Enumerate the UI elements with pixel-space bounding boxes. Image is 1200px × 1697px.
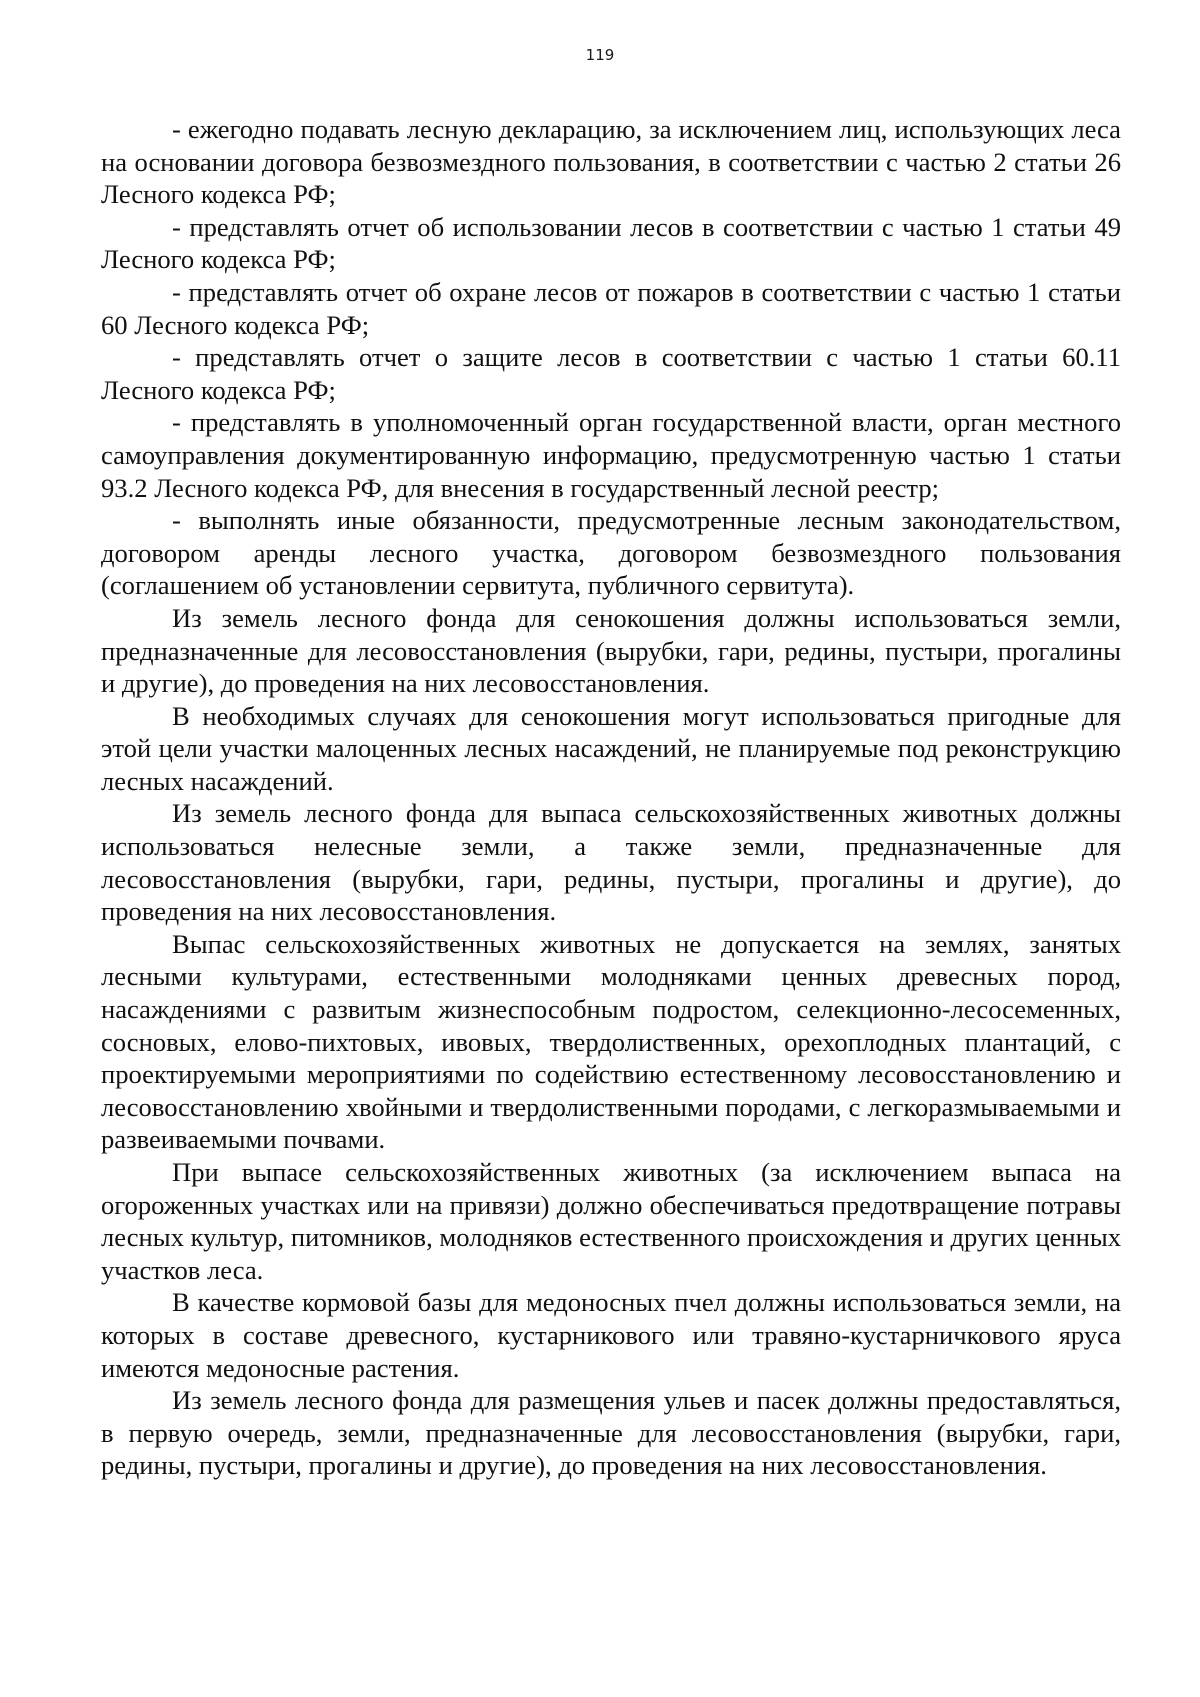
paragraph-honey-bee-forage: В качестве кормовой базы для медоносных пчел должны использоваться земли, на которых в составе древесного, кустарникового или травяно-кустарничкового яруса имеются медоносные растения. [101, 1287, 1121, 1383]
paragraph-documented-information: - представлять в уполномоченный орган государственной власти, орган местного самоуправления документированную информацию, предусмотренную частью 1 статьи 93.2 Лесного кодекса РФ, для внесения в государственный лесной реестр; [101, 407, 1121, 503]
paragraph-fire-protection-report: - представлять отчет об охране лесов от пожаров в соответствии с частью 1 статьи 60 Лесного кодекса РФ; [101, 276, 1121, 340]
paragraph-haymaking-lands: Из земель лесного фонда для сенокошения должны использоваться земли, предназначенные для лесовосстановления (вырубки, гари, редины, пустыри, прогалины и другие), до проведения на них лесовосстановления. [101, 602, 1121, 699]
paragraph-forest-protection-report: - представлять отчет о защите лесов в соответствии с частью 1 статьи 60.11 Лесного кодекса РФ; [101, 342, 1121, 405]
paragraph-other-obligations: - выполнять иные обязанности, предусмотренные лесным законодательством, договором аренды лесного участка, договором безвозмездного пользования (соглашением об установлении сервитута, публичного сервитута). [101, 505, 1121, 601]
paragraph-annual-forest-declaration: - ежегодно подавать лесную декларацию, за исключением лиц, использующих леса на основании договора безвозмездного пользования, в соответствии с частью 2 статьи 26 Лесного кодекса РФ; [101, 114, 1121, 210]
paragraph-grazing-lands: Из земель лесного фонда для выпаса сельскохозяйственных животных должны использоваться нелесные земли, а также земли, предназначенные для лесовосстановления (вырубки, гари, редины, пустыри, прогалины и другие), до проведения на них лесовосстановления. [101, 798, 1121, 927]
paragraph-forest-use-report: - представлять отчет об использовании лесов в соответствии с частью 1 статьи 49 Лесного кодекса РФ; [101, 211, 1121, 275]
page-number: 119 [585, 46, 615, 64]
paragraph-haymaking-low-value-stands: В необходимых случаях для сенокошения могут использоваться пригодные для этой цели участки малоценных лесных насаждений, не планируемые под реконструкцию лесных насаждений. [101, 700, 1121, 796]
paragraph-apiary-placement: Из земель лесного фонда для размещения ульев и пасек должны предоставляться, в первую очередь, земли, предназначенные для лесовосстановления (вырубки, гари, редины, пустыри, прогалины и другие), до проведения на них лесовосстановления. [101, 1385, 1121, 1481]
paragraph-grazing-damage-prevention: При выпасе сельскохозяйственных животных (за исключением выпаса на огороженных участках или на привязи) должно обеспечиваться предотвращение потравы лесных культур, питомников, молодняков естественного происхождения и других ценных участков леса. [101, 1157, 1121, 1285]
paragraph-grazing-restrictions: Выпас сельскохозяйственных животных не допускается на землях, занятых лесными культурами, естественными молодняками ценных древесных пород, насаждениями с развитым жизнеспособным подростом, селекционно-лесосеменных, сосновых, елово-пихтовых, ивовых, твердолиственных, орехоплодных плантаций, с проектируемыми мероприятиями по содействию естественному лесовосстановлению и лесовосстановлению хвойными и твердолиственными породами, с легкоразмываемыми и развеиваемыми почвами. [101, 928, 1121, 1155]
document-body [101, 113, 1121, 1482]
